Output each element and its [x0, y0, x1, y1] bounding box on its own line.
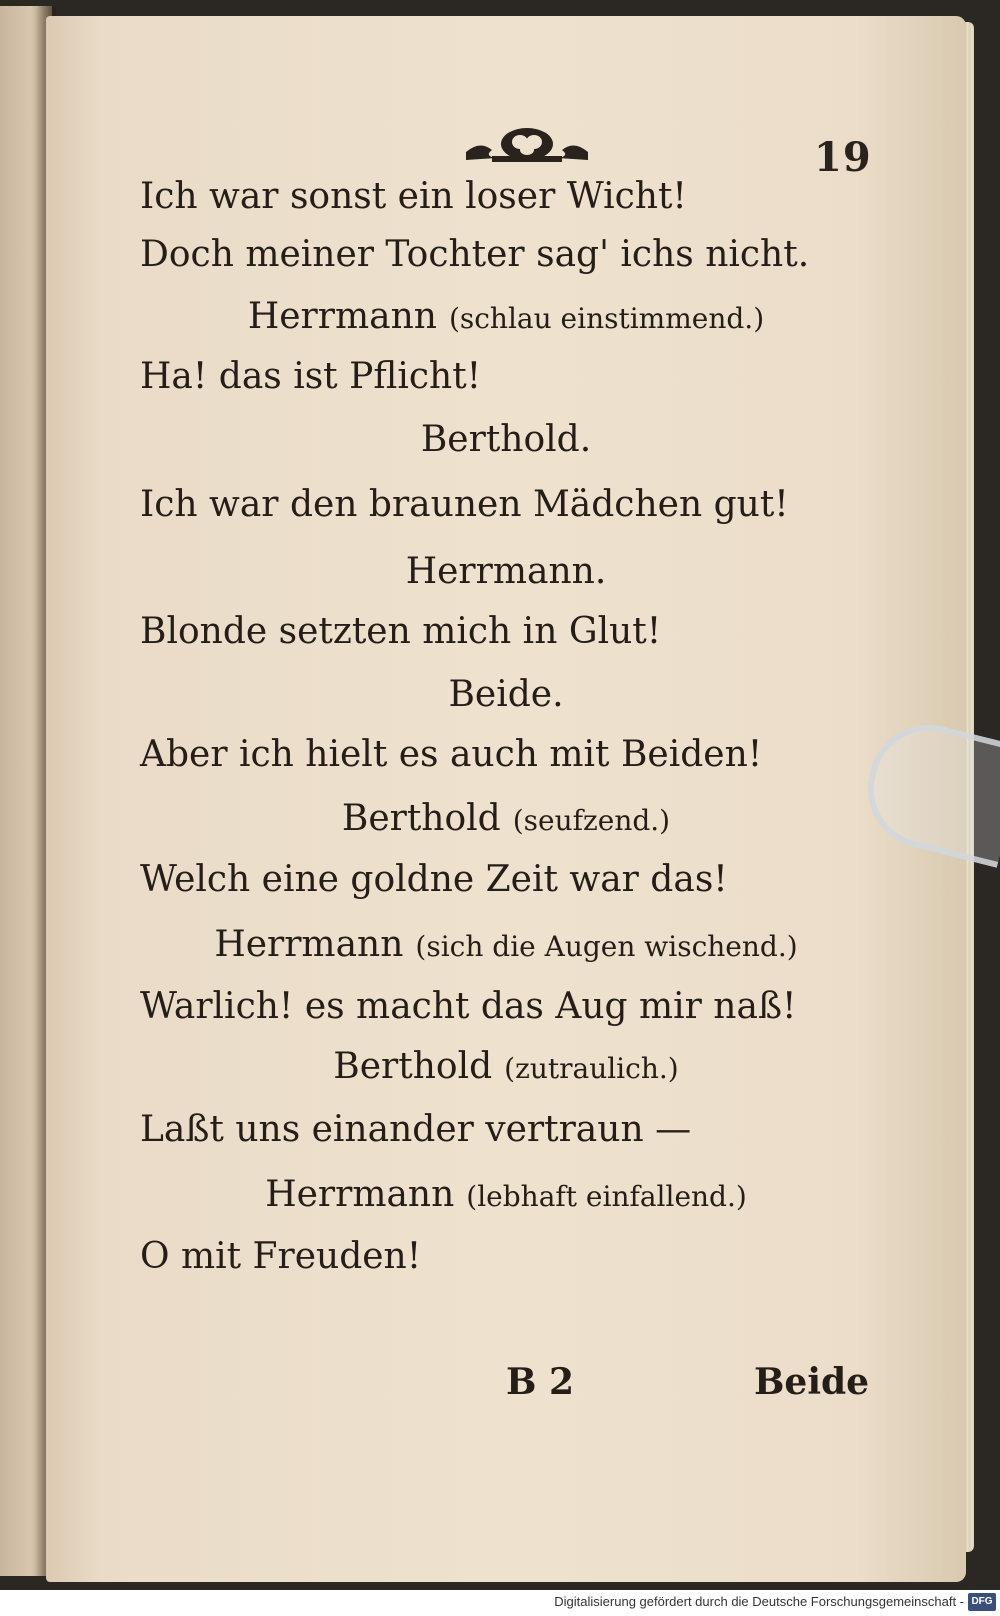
- catchword: Beide: [754, 1361, 870, 1403]
- speaker-line: [46, 674, 966, 715]
- verse-line: Doch meiner Tochter sag' ichs nicht.: [140, 234, 810, 275]
- verse-line: Ha! das ist Pflicht!: [140, 356, 482, 397]
- speaker-name: Herrmann: [247, 296, 437, 337]
- funding-credit: Digitalisierung gefördert durch die Deutsche Forschungsgemeinschaft -: [554, 1594, 964, 1609]
- stage-direction: (schlau einstimmend.): [448, 302, 765, 335]
- speaker-name: Berthold: [341, 798, 501, 839]
- speaker-name: Berthold.: [420, 419, 592, 460]
- verse-line: Warlich! es macht das Aug mir naß!: [140, 986, 797, 1027]
- stage-direction: (seufzend.): [512, 804, 671, 837]
- footer-bar: [0, 1590, 1000, 1616]
- speaker-line: [46, 1174, 966, 1215]
- verse-line: Welch eine goldne Zeit war das!: [140, 859, 728, 900]
- page-number: 19: [814, 134, 872, 181]
- speaker-line: [46, 798, 966, 839]
- stage-direction: (sich die Augen wischend.): [415, 930, 798, 963]
- speaker-name: Herrmann: [214, 924, 404, 965]
- stage-direction: (zutraulich.): [504, 1052, 679, 1085]
- verse-line: Blonde setzten mich in Glut!: [140, 611, 662, 652]
- floral-ornament: [462, 122, 592, 168]
- speaker-name: Herrmann: [265, 1174, 455, 1215]
- verse-line: O mit Freuden!: [140, 1236, 422, 1277]
- speaker-name: Berthold: [333, 1046, 493, 1087]
- speaker-name: Beide.: [448, 674, 564, 715]
- verse-line: Aber ich hielt es auch mit Beiden!: [140, 734, 763, 775]
- stage-direction: (lebhaft einfallend.): [466, 1180, 747, 1213]
- verse-line: Laßt uns einander vertraun —: [140, 1109, 692, 1150]
- dfg-logo: DFG: [968, 1593, 996, 1611]
- verse-line: Ich war den braunen Mädchen gut!: [140, 484, 789, 525]
- verse-line: Ich war sonst ein loser Wicht!: [140, 176, 687, 217]
- speaker-line: [46, 1046, 966, 1087]
- book-page: [46, 16, 966, 1582]
- speaker-line: [46, 924, 966, 965]
- speaker-line: [46, 419, 966, 460]
- speaker-name: Herrmann.: [405, 551, 607, 592]
- speaker-line: [46, 551, 966, 592]
- speaker-line: [46, 296, 966, 337]
- signature-mark: B 2: [506, 1361, 575, 1403]
